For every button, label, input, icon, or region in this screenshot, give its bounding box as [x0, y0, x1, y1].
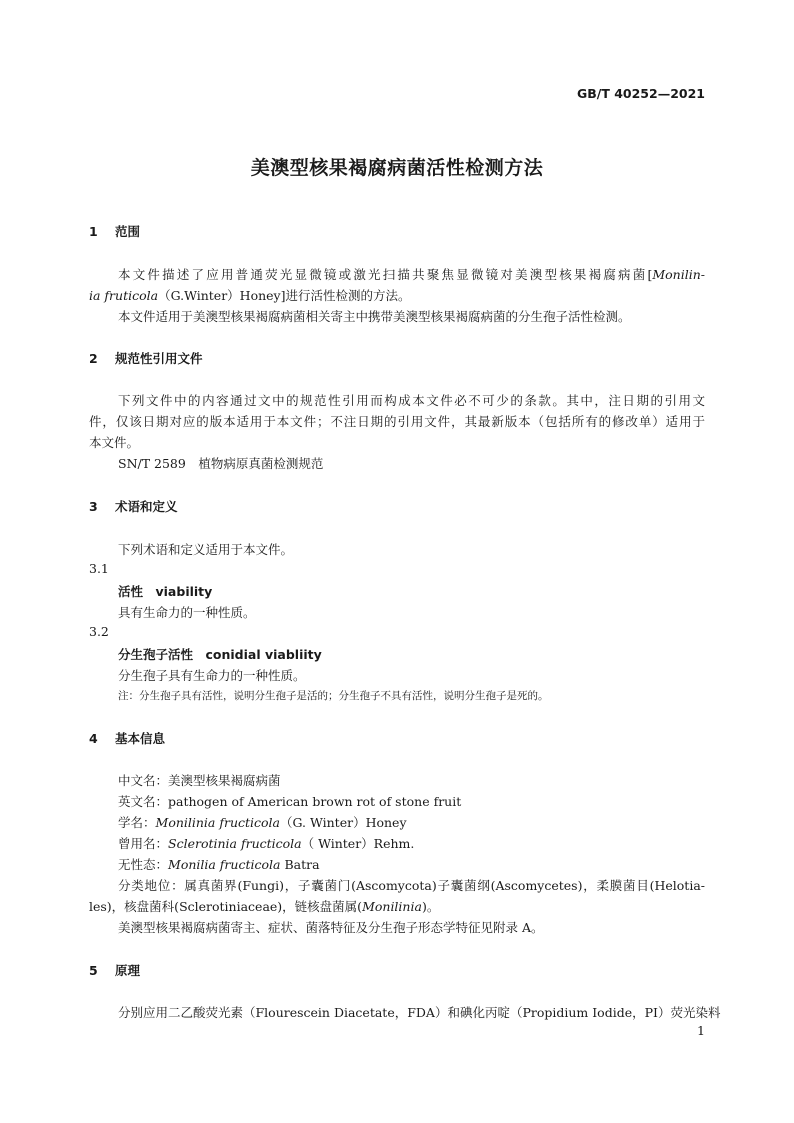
- section-number: 5: [89, 963, 98, 978]
- scope-paragraph-2: 本文件适用于美澳型核果褐腐病菌相关寄主中携带美澳型核果褐腐病菌的分生孢子活性检测。: [118, 309, 631, 324]
- term-number: 3.1: [89, 561, 109, 576]
- section-title: 术语和定义: [115, 499, 178, 514]
- label: 曾用名：: [118, 836, 169, 851]
- term-title: 活性 viability: [118, 584, 213, 599]
- taxonomy-line-1: 分类地位：属真菌界(Fungi)，子囊菌门(Ascomycota)子囊菌纲(Ascomycetes)，柔膜菌目(Helotia-: [118, 878, 705, 893]
- term-definition: 分生孢子具有生命力的一种性质。: [118, 668, 306, 683]
- text-run: （ Winter）Rehm.: [301, 836, 415, 851]
- section-title: 原理: [115, 963, 141, 978]
- scope-paragraph-line-1: [118, 265, 705, 283]
- appendix-reference: 美澳型核果褐腐病菌寄主、症状、菌落特征及分生孢子形态学特征见附录 A。: [118, 920, 544, 935]
- principle-paragraph: 分别应用二乙酸荧光素（Flourescein Diacetate，FDA）和碘化丙啶（Propidium Iodide，PI）荧光染料: [118, 1005, 721, 1020]
- italic-text: Monilinia: [362, 899, 422, 914]
- former-name: [118, 834, 414, 852]
- italic-text: ia fruticola: [89, 288, 159, 303]
- text-run: 本文件描述了应用普通荧光显微镜或激光扫描共聚焦显微镜对美澳型核果褐腐病菌[: [118, 267, 653, 282]
- italic-text: Monilia fructicola: [168, 857, 281, 872]
- page-number: 1: [697, 1023, 705, 1038]
- section-number: 3: [89, 499, 98, 514]
- normative-reference: SN/T 2589 植物病原真菌检测规范: [118, 456, 324, 471]
- label: 无性态：: [118, 857, 169, 872]
- scope-paragraph-line-2: [89, 286, 410, 304]
- section-2-heading: [89, 349, 203, 367]
- taxonomy-line-2: [89, 897, 439, 915]
- text-run: （G. Winter）Honey: [280, 815, 407, 830]
- references-paragraph-line-2: 件，仅该日期对应的版本适用于本文件；不注日期的引用文件，其最新版本（包括所有的修改单）适用于: [89, 414, 705, 429]
- chinese-name: 中文名：美澳型核果褐腐病菌: [118, 773, 281, 788]
- references-paragraph-line-1: 下列文件中的内容通过文中的规范性引用而构成本文件必不可少的条款。其中，注日期的引用文: [118, 393, 705, 408]
- terms-intro: 下列术语和定义适用于本文件。: [118, 542, 294, 557]
- text-run: )。: [421, 899, 440, 914]
- section-5-heading: [89, 961, 140, 979]
- italic-text: Monilinia fructicola: [155, 815, 281, 830]
- section-3-heading: [89, 497, 178, 515]
- english-name: 英文名：pathogen of American brown rot of stone fruit: [118, 794, 462, 809]
- section-title: 范围: [115, 224, 141, 239]
- section-title: 基本信息: [115, 731, 166, 746]
- section-number: 4: [89, 731, 98, 746]
- section-title: 规范性引用文件: [115, 351, 203, 366]
- italic-text: Monilin-: [652, 267, 705, 282]
- anamorph-name: [118, 855, 320, 873]
- scientific-name: [118, 813, 407, 831]
- section-1-heading: [89, 222, 140, 240]
- standard-number: GB/T 40252—2021: [576, 86, 705, 101]
- references-paragraph-line-3: 本文件。: [89, 435, 140, 450]
- term-title: 分生孢子活性 conidial viabliity: [118, 647, 322, 662]
- term-number: 3.2: [89, 624, 109, 639]
- text-run: les)，核盘菌科(Sclerotiniaceae)，链核盘菌属(: [89, 899, 363, 914]
- term-note: 注：分生孢子具有活性，说明分生孢子是活的；分生孢子不具有活性，说明分生孢子是死的。: [118, 690, 549, 702]
- text-run: Batra: [280, 857, 320, 872]
- text-run: （G.Winter）Honey]进行活性检测的方法。: [158, 288, 411, 303]
- italic-text: Sclerotinia fructicola: [168, 836, 302, 851]
- term-definition: 具有生命力的一种性质。: [118, 605, 256, 620]
- document-title: 美澳型核果褐腐病菌活性检测方法: [250, 157, 544, 179]
- label: 学名：: [118, 815, 156, 830]
- section-number: 2: [89, 351, 98, 366]
- section-4-heading: [89, 729, 165, 747]
- section-number: 1: [89, 224, 98, 239]
